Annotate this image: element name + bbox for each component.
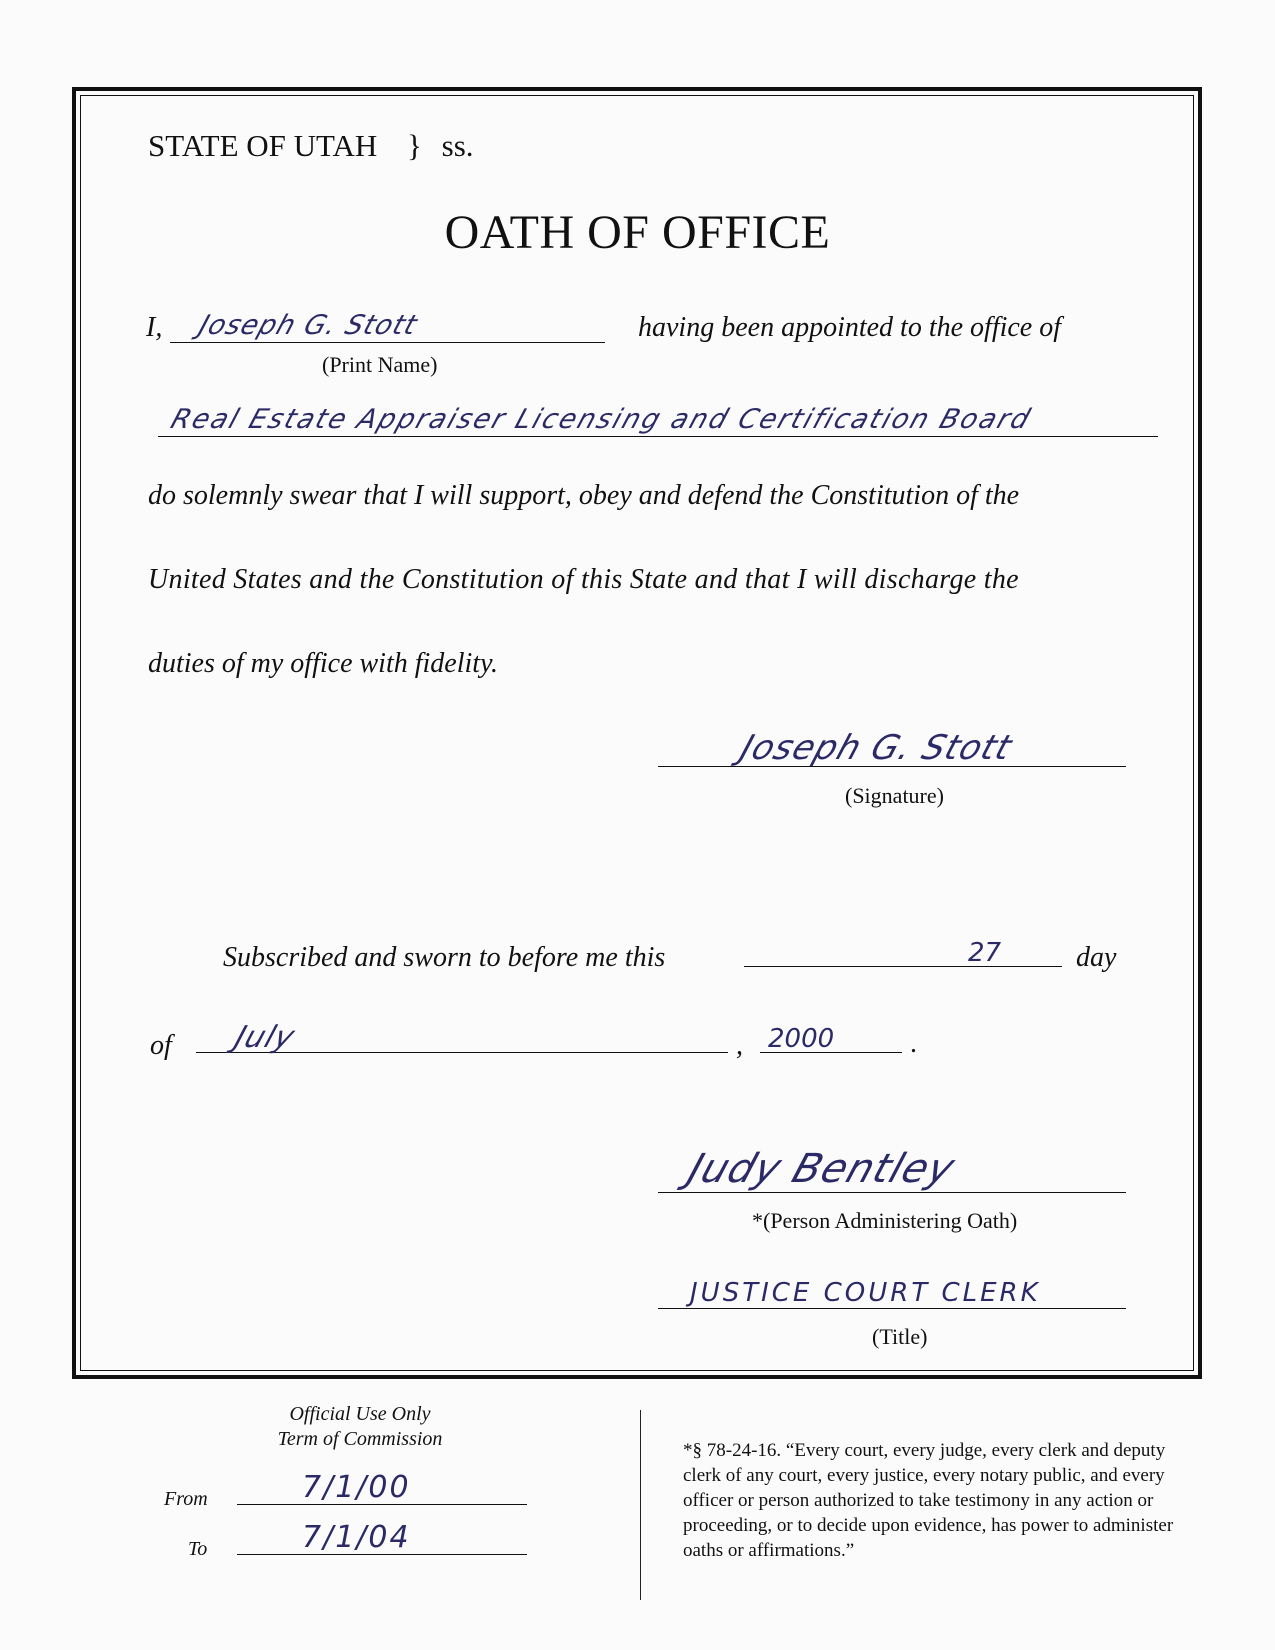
brace: } — [407, 128, 422, 163]
administrator-line — [658, 1192, 1126, 1193]
print-name-handwritten: Joseph G. Stott — [194, 310, 422, 341]
oath-line-2: United States and the Constitution of this State and that I will discharge the — [148, 564, 1019, 595]
document-title: OATH OF OFFICE — [444, 206, 831, 259]
footer-divider — [640, 1410, 641, 1600]
inner-border — [80, 95, 1194, 1371]
month-handwritten: July — [230, 1020, 300, 1055]
prefix-i: I, — [146, 312, 163, 343]
administrator-caption: *(Person Administering Oath) — [752, 1208, 1018, 1233]
office-line — [158, 436, 1158, 437]
print-name-line — [170, 342, 605, 343]
title-caption: (Title) — [872, 1324, 928, 1349]
to-handwritten: 7/1/04 — [302, 1520, 411, 1555]
comma: , — [736, 1030, 743, 1061]
day-handwritten: 27 — [968, 938, 1002, 968]
official-use-label: Official Use Only — [289, 1403, 431, 1425]
print-name-caption: (Print Name) — [322, 352, 438, 377]
year-handwritten: 2000 — [768, 1024, 835, 1054]
state-label: STATE OF UTAH — [148, 128, 378, 163]
oath-line-1: do solemnly swear that I will support, obey and defend the Constitution of the — [148, 480, 1020, 511]
signature-handwritten: Joseph G. Stott — [735, 728, 1018, 768]
of-label: of — [150, 1030, 172, 1061]
term-label: Term of Commission — [277, 1428, 443, 1450]
period: . — [910, 1028, 917, 1059]
title-line — [658, 1308, 1126, 1309]
state-heading — [148, 128, 474, 164]
oath-line-3: duties of my office with fidelity. — [148, 648, 498, 679]
office-handwritten: Real Estate Appraiser Licensing and Certification Board — [166, 404, 1036, 435]
day-line — [744, 966, 1062, 967]
administrator-handwritten: Judy Bentley — [682, 1146, 961, 1192]
statute-note: *§ 78-24-16. “Every court, every judge, every clerk and deputy clerk of any court, every justice, every notary public, and every officer or person authorized to take testimony in any action or proceeding, or to decide upon evidence, has power to administer oaths or affirmations.” — [683, 1440, 1174, 1561]
ss-label: ss. — [441, 128, 474, 163]
day-label: day — [1076, 942, 1117, 973]
sworn-text: Subscribed and sworn to before me this — [223, 942, 666, 973]
to-label: To — [188, 1538, 208, 1560]
title-handwritten: JUSTICE COURT CLERK — [690, 1278, 1041, 1308]
appointed-text: having been appointed to the office of — [638, 312, 1062, 343]
from-label: From — [164, 1488, 208, 1510]
signature-caption: (Signature) — [845, 783, 944, 808]
from-handwritten: 7/1/00 — [302, 1470, 411, 1505]
